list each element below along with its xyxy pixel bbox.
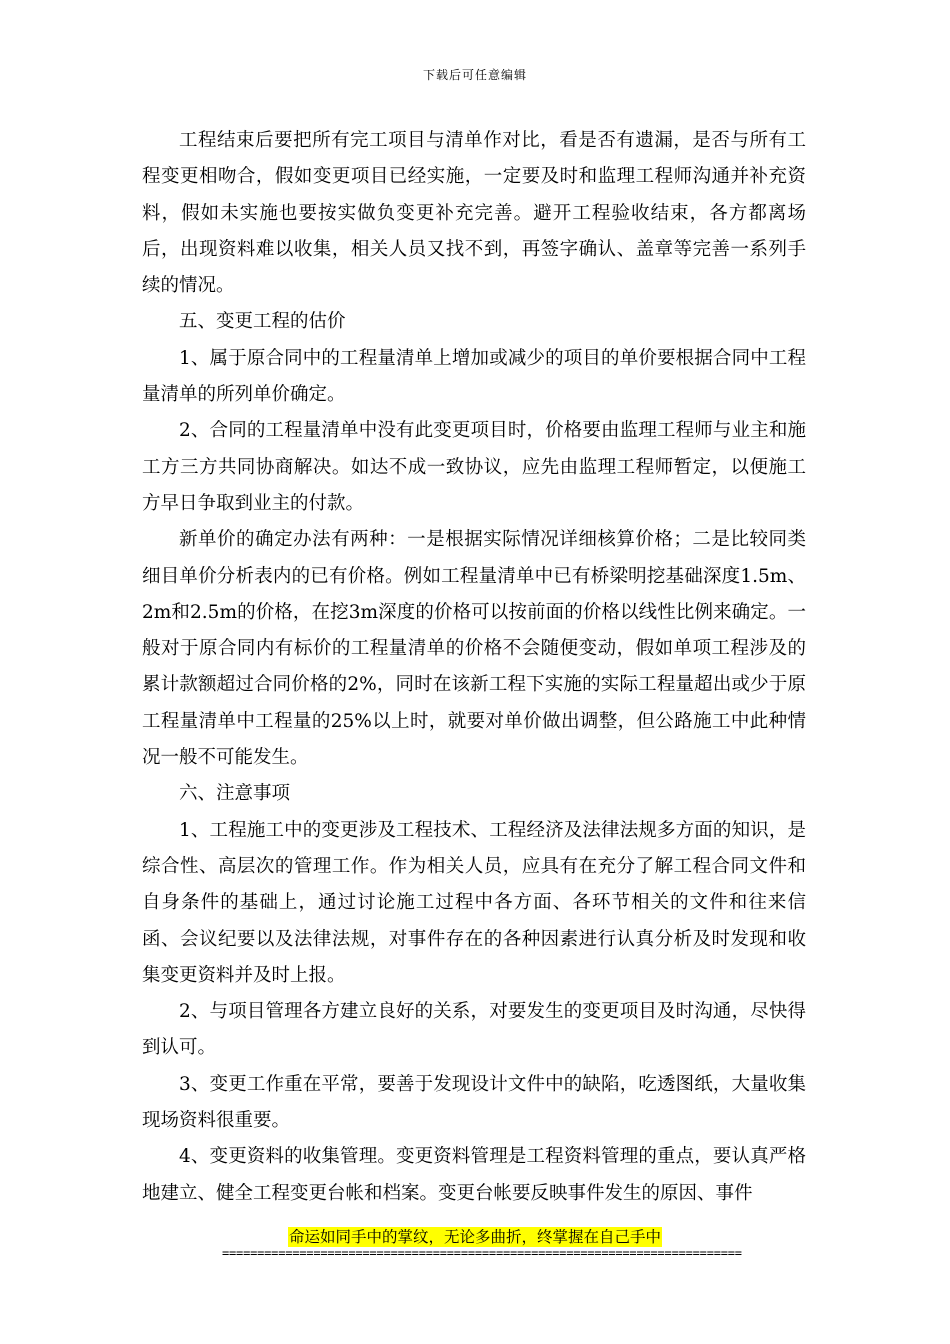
- section-heading-five: 五、变更工程的估价: [179, 311, 346, 333]
- paragraph-item-1: 1、属于原合同中的工程量清单上增加或减少的项目的单价要根据合同中工程量清单的所列单价确定。: [142, 347, 806, 406]
- paragraph-note-4: 4、变更资料的收集管理。变更资料管理是工程资料管理的重点，要认真严格地建立、健全工程变更台帐和档案。变更台帐要反映事件发生的原因、事件: [142, 1146, 806, 1204]
- page-header: 下载后可任意编辑: [422, 68, 527, 82]
- paragraph-new-unit-price: 新单价的确定办法有两种：一是根据实际情况详细核算价格；二是比较同类细目单价分析表内的已有价格。例如工程量清单中已有桥梁明挖基础深度1.5m、2m和2.5m的价格，在挖3m深度的价格可以按前面的价格以线性比例来确定。一般对于原合同内有标价的工程量清单的价格不会随便变动，假如单项工程涉及的累计款额超过合同价格的2%，同时在该新工程下实施的实际工程量超出或少于原工程量清单中工程量的25%以上时，就要对单价做出调整，但公路施工中此种情况一般不可能发生。: [142, 529, 806, 769]
- section-heading-six: 六、注意事项: [179, 783, 291, 805]
- paragraph-note-1: 1、工程施工中的变更涉及工程技术、工程经济及法律法规多方面的知识，是综合性、高层次的管理工作。作为相关人员，应具有在充分了解工程合同文件和自身条件的基础上，通过讨论施工过程中各方面、各环节相关的文件和往来信函、会议纪要以及法律法规，对事件存在的各种因素进行认真分析及时发现和收集变更资料并及时上报。: [142, 819, 806, 986]
- footer-motto: [0, 1227, 950, 1247]
- footer-divider: ==========================================================================: [222, 1246, 742, 1260]
- paragraph-note-3: 3、变更工作重在平常，要善于发现设计文件中的缺陷，吃透图纸，大量收集现场资料很重要。: [142, 1073, 806, 1132]
- footer-motto-text: 命运如同手中的掌纹，无论多曲折，终掌握在自己手中: [288, 1228, 661, 1246]
- paragraph-project-completion: 工程结束后要把所有完工项目与清单作对比，看是否有遗漏，是否与所有工程变更相吻合，假如变更项目已经实施，一定要及时和监理工程师沟通并补充资料，假如未实施也要按实做负变更补充完善。避开工程验收结束，各方都离场后，出现资料难以收集，相关人员又找不到，再签字确认、盖章等完善一系列手续的情况。: [142, 130, 806, 297]
- paragraph-item-2: 2、合同的工程量清单中没有此变更项目时，价格要由监理工程师与业主和施工方三方共同协商解决。如达不成一致协议，应先由监理工程师暂定，以便施工方早日争取到业主的付款。: [142, 420, 806, 514]
- document-body: [142, 123, 806, 1212]
- paragraph-note-2: 2、与项目管理各方建立良好的关系，对要发生的变更项目及时沟通，尽快得到认可。: [142, 1001, 806, 1059]
